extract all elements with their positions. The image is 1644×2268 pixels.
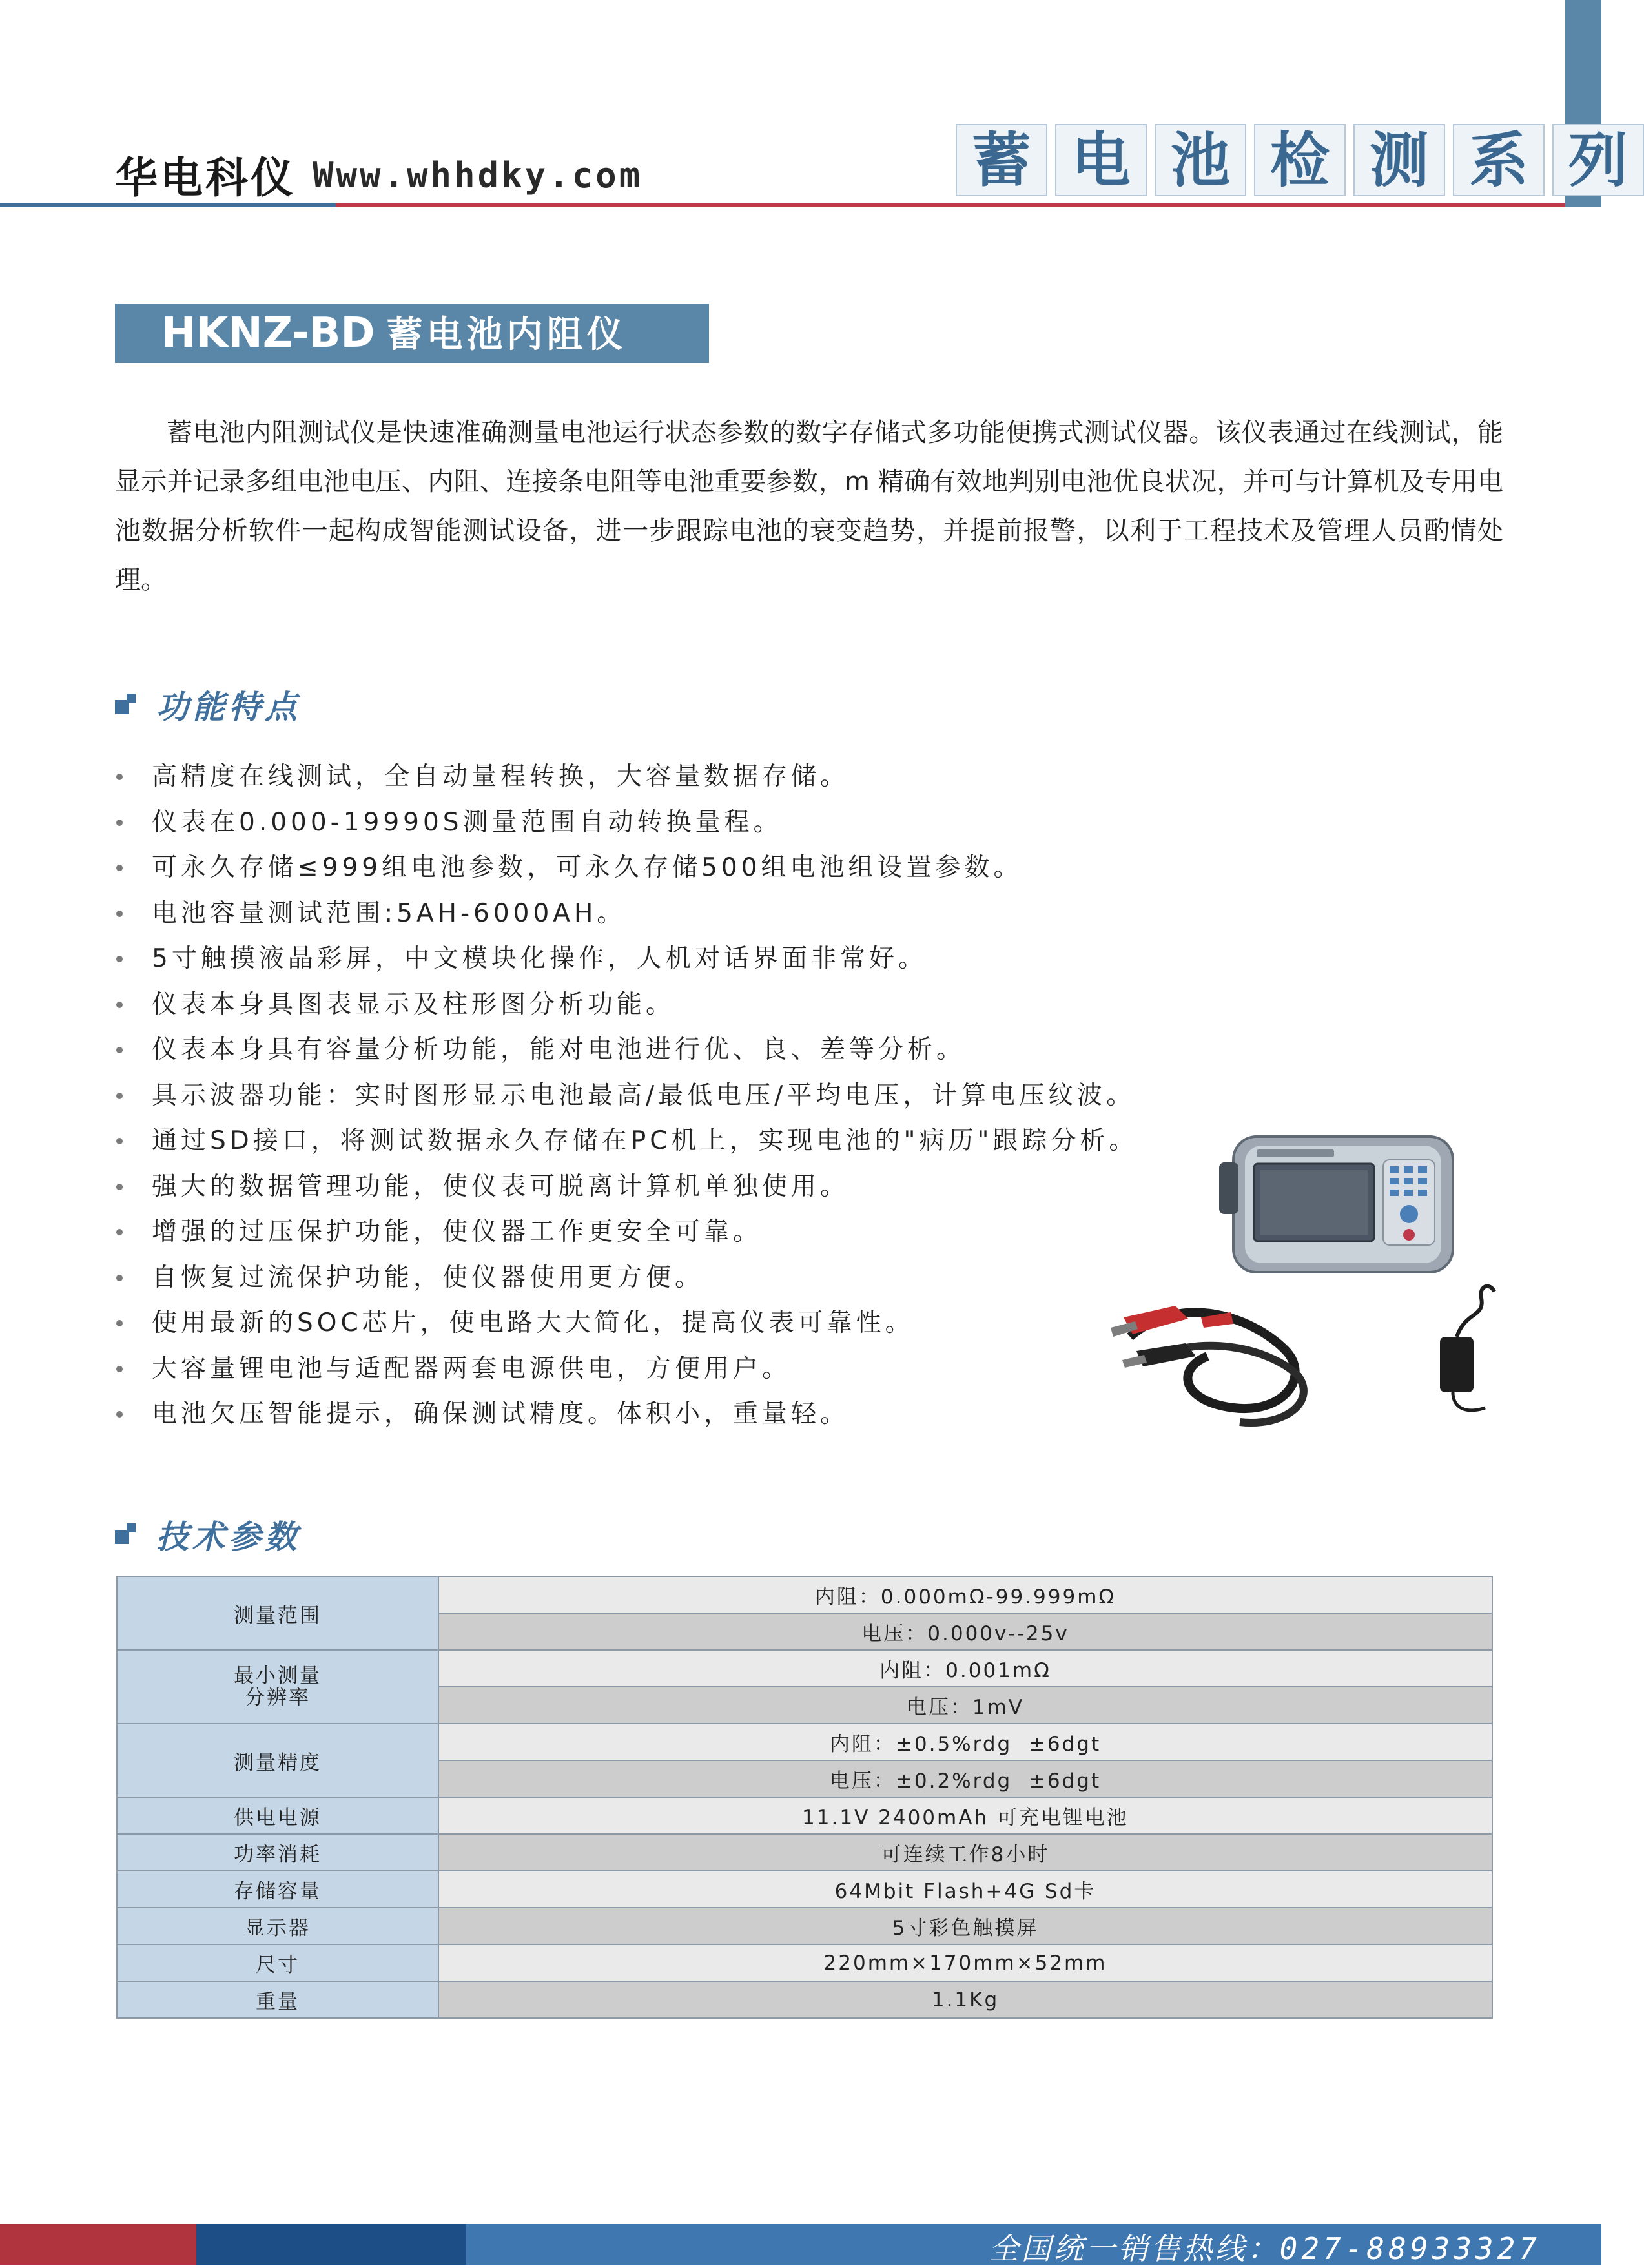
feature-text: 5寸触摸液晶彩屏，中文模块化操作，人机对话界面非常好。	[152, 944, 927, 973]
table-row	[117, 1981, 1492, 2018]
bullet-dot-icon	[116, 865, 123, 871]
feature-text: 大容量锂电池与适配器两套电源供电，方便用户。	[152, 1354, 792, 1383]
footer-bar-red	[0, 2224, 196, 2265]
feature-text: 电池欠压智能提示，确保测试精度。体积小，重量轻。	[152, 1399, 850, 1428]
spec-value: 220mm×170mm×52mm	[438, 1944, 1492, 1981]
spec-label: 存储容量	[117, 1871, 438, 1908]
bullet-dot-icon	[116, 956, 123, 962]
table-row	[117, 1834, 1492, 1871]
feature-item	[115, 800, 1342, 846]
section-square-icon	[115, 1523, 137, 1545]
series-char: 列	[1552, 124, 1644, 196]
bullet-dot-icon	[116, 1184, 123, 1190]
feature-text: 电池容量测试范围:5AH-6000AH。	[152, 898, 626, 928]
features-title: 功能特点	[156, 688, 301, 726]
section-square-icon	[115, 694, 137, 716]
feature-item	[115, 982, 1342, 1028]
spec-value: 电压：1mV	[438, 1687, 1492, 1724]
spec-value: 内阻：±0.5%rdg ±6dgt	[438, 1724, 1492, 1760]
feature-text: 自恢复过流保护功能，使仪器使用更方便。	[152, 1263, 704, 1292]
feature-text: 增强的过压保护功能，使仪器工作更安全可靠。	[152, 1217, 763, 1246]
bullet-dot-icon	[116, 1275, 123, 1281]
feature-item	[115, 845, 1342, 891]
series-char: 系	[1453, 124, 1545, 196]
hotline-number[interactable]: 027-88933327	[1279, 2231, 1541, 2266]
spec-value: 64Mbit Flash+4G Sd卡	[438, 1871, 1492, 1908]
spec-value: 内阻：0.001mΩ	[438, 1650, 1492, 1687]
feature-text: 通过SD接口，将测试数据永久存储在PC机上，实现电池的"病历"跟踪分析。	[152, 1126, 1138, 1155]
spec-label: 重量	[117, 1981, 438, 2018]
product-name: 蓄电池内阻仪	[386, 313, 627, 356]
spec-value: 11.1V 2400mAh 可充电锂电池	[438, 1797, 1492, 1834]
product-photo	[1104, 1124, 1505, 1434]
bullet-dot-icon	[116, 911, 123, 917]
spec-value: 电压：±0.2%rdg ±6dgt	[438, 1760, 1492, 1797]
table-row	[117, 1944, 1492, 1981]
spec-label: 功率消耗	[117, 1834, 438, 1871]
feature-text: 高精度在线测试，全自动量程转换，大容量数据存储。	[152, 762, 850, 791]
bullet-dot-icon	[116, 774, 123, 780]
feature-text: 强大的数据管理功能，使仪表可脱离计算机单独使用。	[152, 1171, 850, 1201]
table-row	[117, 1871, 1492, 1908]
table-row	[117, 1797, 1492, 1834]
spec-value: 1.1Kg	[438, 1981, 1492, 2018]
product-title-banner	[115, 304, 709, 363]
bullet-dot-icon	[116, 1002, 123, 1008]
spec-label: 供电电源	[117, 1797, 438, 1834]
spec-label	[117, 1650, 438, 1724]
spec-value: 5寸彩色触摸屏	[438, 1908, 1492, 1944]
spec-value: 电压：0.000v--25v	[438, 1613, 1492, 1650]
table-row	[117, 1650, 1492, 1687]
bullet-dot-icon	[116, 1138, 123, 1144]
bullet-dot-icon	[116, 1320, 123, 1326]
bullet-dot-icon	[116, 1093, 123, 1099]
table-row	[117, 1908, 1492, 1944]
power-adapter-icon	[1440, 1286, 1494, 1410]
footer-bar-dark-blue	[196, 2224, 466, 2265]
table-row	[117, 1576, 1492, 1613]
spec-label-line: 最小测量	[234, 1664, 322, 1687]
bullet-dot-icon	[116, 1047, 123, 1053]
features-heading	[115, 681, 301, 728]
bullet-dot-icon	[116, 1411, 123, 1418]
feature-text: 仪表在0.000-19990S测量范围自动转换量程。	[152, 807, 783, 837]
spec-label: 尺寸	[117, 1944, 438, 1981]
feature-text: 仪表本身具有容量分析功能，能对电池进行优、良、差等分析。	[152, 1035, 966, 1064]
feature-item	[115, 754, 1342, 800]
table-row	[117, 1724, 1492, 1760]
product-model: HKNZ-BD	[161, 309, 375, 357]
header-divider-blue	[0, 203, 336, 207]
feature-text: 仪表本身具图表显示及柱形图分析功能。	[152, 989, 675, 1019]
series-char: 池	[1155, 124, 1246, 196]
feature-item	[115, 1073, 1342, 1119]
spec-label: 测量范围	[117, 1576, 438, 1650]
test-clamp-icon	[1111, 1306, 1304, 1423]
series-char: 蓄	[956, 124, 1047, 196]
series-char: 电	[1055, 124, 1147, 196]
feature-text: 可永久存储≤999组电池参数，可永久存储500组电池组设置参数。	[152, 853, 1023, 882]
sales-hotline	[989, 2225, 1541, 2268]
brand-name: 华电科仪	[115, 153, 296, 203]
meter-device-icon	[1219, 1137, 1453, 1272]
header-divider-red	[336, 203, 1565, 207]
spec-label: 显示器	[117, 1908, 438, 1944]
feature-item	[115, 1027, 1342, 1073]
spec-table	[116, 1576, 1493, 2019]
spec-value: 可连续工作8小时	[438, 1834, 1492, 1871]
tech-specs-heading	[115, 1511, 301, 1558]
bullet-dot-icon	[116, 1229, 123, 1235]
feature-text: 具示波器功能：实时图形显示电池最高/最低电压/平均电压，计算电压纹波。	[152, 1080, 1136, 1110]
spec-label-line: 分辨率	[245, 1686, 311, 1709]
intro-paragraph: 蓄电池内阻测试仪是快速准确测量电池运行状态参数的数字存储式多功能便携式测试仪器。该仪表通过在线测试，能显示并记录多组电池电压、内阻、连接条电阻等电池重要参数，m 精确有效地判别电池优良状况，并可与计算机及专用电池数据分析软件一起构成智能测试设备，进一步跟踪电池的衰变趋势，并提前报警，以利于工程技术及管理人员酌情处理。	[115, 418, 1503, 595]
feature-item	[115, 936, 1342, 982]
bullet-dot-icon	[116, 1366, 123, 1372]
spec-value: 内阻：0.000mΩ-99.999mΩ	[438, 1576, 1492, 1613]
brand-url[interactable]: Www.whhdky.com	[313, 155, 643, 196]
series-char: 测	[1353, 124, 1445, 196]
series-title	[956, 124, 1644, 196]
bullet-dot-icon	[116, 820, 123, 826]
spec-label: 测量精度	[117, 1724, 438, 1797]
feature-text: 使用最新的SOC芯片，使电路大大简化，提高仪表可靠性。	[152, 1308, 914, 1337]
hotline-label: 全国统一销售热线：	[989, 2231, 1280, 2266]
tech-specs-title: 技术参数	[156, 1518, 301, 1556]
feature-item	[115, 891, 1342, 937]
series-char: 检	[1254, 124, 1346, 196]
